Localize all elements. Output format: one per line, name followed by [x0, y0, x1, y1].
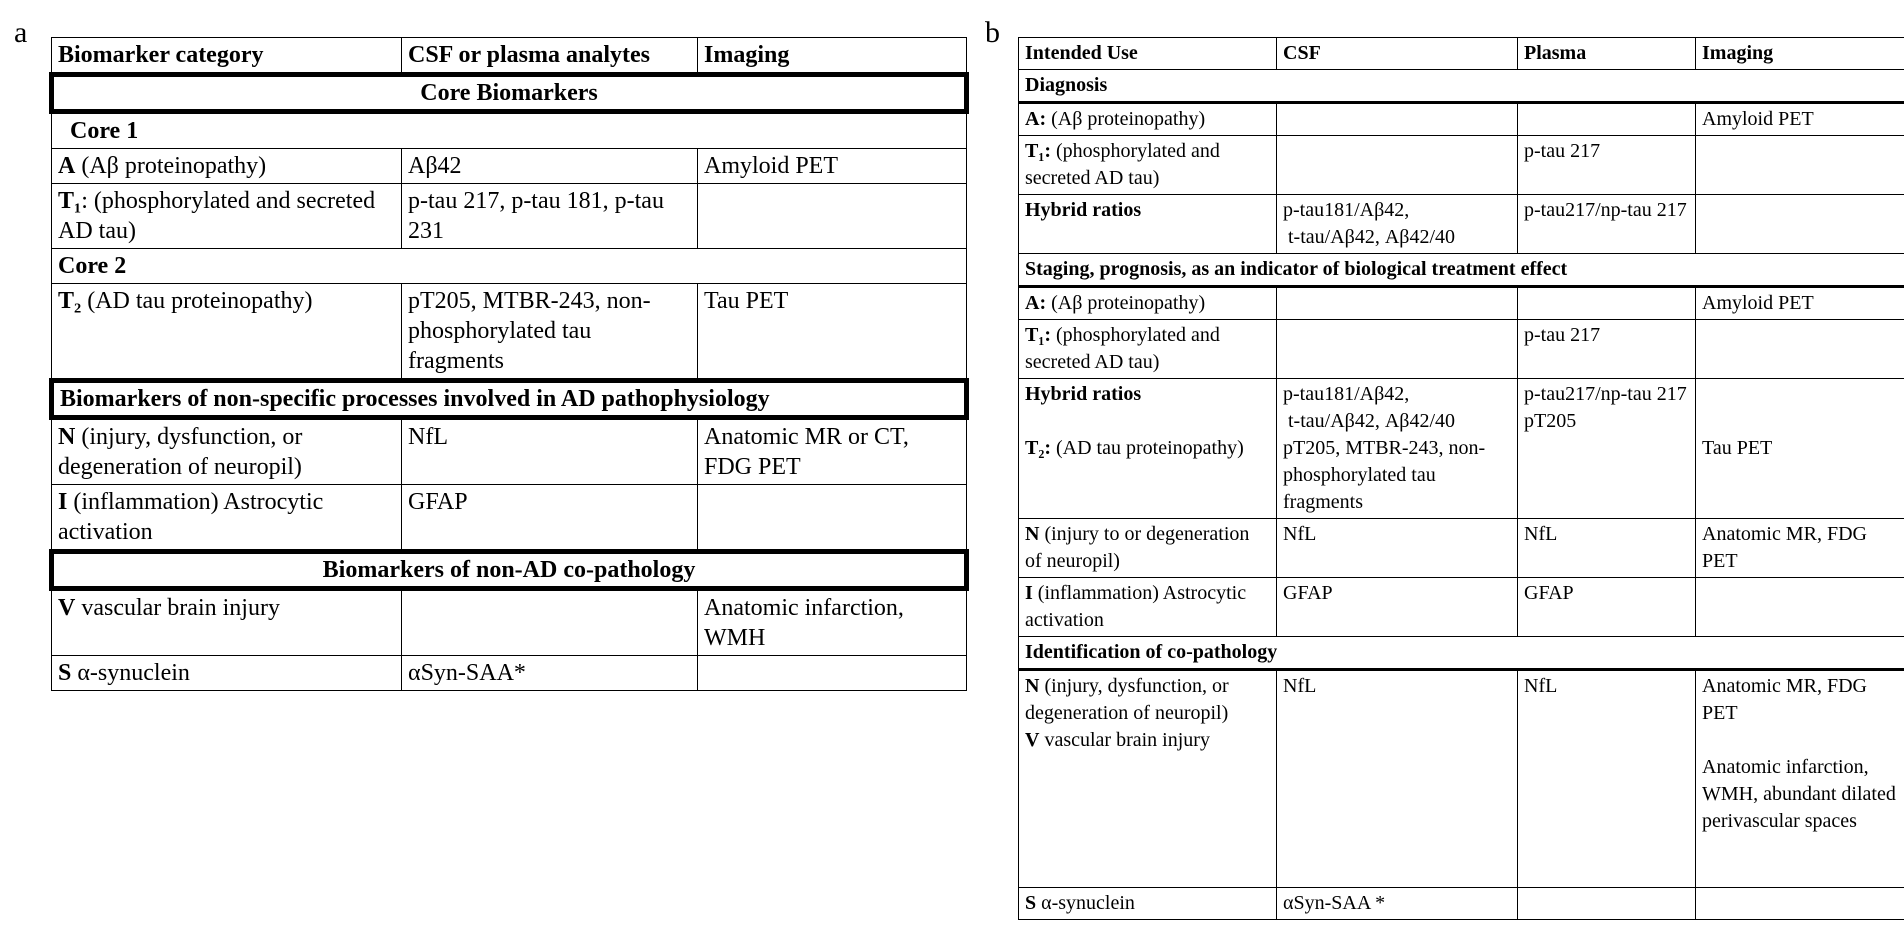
biomarker-category-table	[49, 37, 969, 691]
analyte-cell: p-tau 217, p-tau 181, p-tau 231	[402, 184, 698, 249]
table-row	[52, 184, 967, 249]
panel-label-b: b	[985, 16, 1000, 49]
category-cell: A (Aβ proteinopathy)	[52, 149, 402, 184]
table-row	[1019, 287, 1904, 320]
table-row	[1019, 379, 1904, 519]
header-biomarker-category: Biomarker category	[52, 38, 402, 75]
imaging-cell	[698, 485, 967, 552]
header-csf: CSF	[1277, 38, 1518, 70]
table-header-row	[52, 38, 967, 75]
analyte-cell: NfL	[402, 418, 698, 485]
plasma-cell: p-tau 217	[1518, 320, 1696, 379]
plasma-cell: p-tau217/np-tau 217 pT205	[1518, 379, 1696, 519]
csf-cell	[1277, 136, 1518, 195]
imaging-cell	[1696, 320, 1904, 379]
panel-label-a: a	[14, 16, 28, 49]
imaging-cell	[1696, 888, 1904, 920]
analyte-cell: αSyn-SAA*	[402, 656, 698, 691]
table-row	[1019, 888, 1904, 920]
header-intended-use: Intended Use	[1019, 38, 1277, 70]
table-row	[52, 418, 967, 485]
subsection-core-2: Core 2	[52, 249, 967, 284]
imaging-cell: Amyloid PET	[1696, 287, 1904, 320]
intended-use-cell: N (injury to or degeneration of neuropil)	[1019, 519, 1277, 578]
csf-cell: NfL	[1277, 519, 1518, 578]
imaging-cell: Tau PET	[1696, 379, 1904, 519]
table-row	[1019, 103, 1904, 136]
intended-use-cell: A: (Aβ proteinopathy)	[1019, 103, 1277, 136]
csf-cell: NfL	[1277, 670, 1518, 888]
imaging-cell	[1696, 578, 1904, 637]
intended-use-cell: S α-synuclein	[1019, 888, 1277, 920]
intended-use-cell: T₁: (phosphorylated and secreted AD tau)	[1019, 320, 1277, 379]
analyte-cell	[402, 589, 698, 656]
table-row	[52, 589, 967, 656]
analyte-cell: GFAP	[402, 485, 698, 552]
header-imaging: Imaging	[698, 38, 967, 75]
intended-use-cell: Hybrid ratios	[1019, 195, 1277, 254]
intended-use-cell: A: (Aβ proteinopathy)	[1019, 287, 1277, 320]
intended-use-cell: T₁: (phosphorylated and secreted AD tau)	[1019, 136, 1277, 195]
intended-use-cell: N (injury, dysfunction, or degeneration of neuropil) V vascular brain injury	[1019, 670, 1277, 888]
plasma-cell: GFAP	[1518, 578, 1696, 637]
plasma-cell: p-tau 217	[1518, 136, 1696, 195]
imaging-cell	[1696, 136, 1904, 195]
section-non-ad-copathology: Biomarkers of non-AD co-pathology	[52, 552, 967, 589]
table-row	[1019, 136, 1904, 195]
csf-cell	[1277, 287, 1518, 320]
imaging-cell: Tau PET	[698, 284, 967, 381]
imaging-cell: Anatomic infarction, WMH	[698, 589, 967, 656]
intended-use-table	[1018, 37, 1904, 920]
subsection-core-1: Core 1	[52, 112, 967, 149]
csf-cell	[1277, 320, 1518, 379]
table-row	[52, 656, 967, 691]
category-cell: N (injury, dysfunction, or degeneration of neuropil)	[52, 418, 402, 485]
imaging-cell: Amyloid PET	[1696, 103, 1904, 136]
csf-cell	[1277, 103, 1518, 136]
intended-use-cell: I (inflammation) Astrocytic activation	[1019, 578, 1277, 637]
header-imaging: Imaging	[1696, 38, 1904, 70]
section-diagnosis: Diagnosis	[1019, 70, 1904, 103]
plasma-cell	[1518, 287, 1696, 320]
plasma-cell	[1518, 888, 1696, 920]
csf-cell: p-tau181/Aβ42, t-tau/Aβ42, Aβ42/40	[1277, 195, 1518, 254]
category-cell: T₁: (phosphorylated and secreted AD tau)	[52, 184, 402, 249]
plasma-cell	[1518, 103, 1696, 136]
section-core-biomarkers: Core Biomarkers	[52, 75, 967, 112]
table-row	[1019, 195, 1904, 254]
section-staging-prognosis: Staging, prognosis, as an indicator of biological treatment effect	[1019, 254, 1904, 287]
table-row	[1019, 320, 1904, 379]
category-cell: V vascular brain injury	[52, 589, 402, 656]
plasma-cell: p-tau217/np-tau 217	[1518, 195, 1696, 254]
analyte-cell: Aβ42	[402, 149, 698, 184]
imaging-cell: Anatomic MR or CT, FDG PET	[698, 418, 967, 485]
intended-use-cell: Hybrid ratios T₂: (AD tau proteinopathy)	[1019, 379, 1277, 519]
csf-cell: GFAP	[1277, 578, 1518, 637]
csf-cell: αSyn-SAA *	[1277, 888, 1518, 920]
category-cell: I (inflammation) Astrocytic activation	[52, 485, 402, 552]
category-cell: T₂ (AD tau proteinopathy)	[52, 284, 402, 381]
table-header-row	[1019, 38, 1904, 70]
imaging-cell	[1696, 195, 1904, 254]
table-row	[52, 149, 967, 184]
section-identification-copathology: Identification of co-pathology	[1019, 637, 1904, 670]
plasma-cell: NfL	[1518, 670, 1696, 888]
header-plasma: Plasma	[1518, 38, 1696, 70]
table-row	[52, 485, 967, 552]
csf-cell: p-tau181/Aβ42, t-tau/Aβ42, Aβ42/40 pT205, MTBR-243, non-phosphorylated tau fragments	[1277, 379, 1518, 519]
analyte-cell: pT205, MTBR-243, non-phosphorylated tau fragments	[402, 284, 698, 381]
table-row	[52, 284, 967, 381]
section-non-specific: Biomarkers of non-specific processes involved in AD pathophysiology	[52, 381, 967, 418]
table-row	[1019, 670, 1904, 888]
imaging-cell	[698, 656, 967, 691]
plasma-cell: NfL	[1518, 519, 1696, 578]
category-cell: S α-synuclein	[52, 656, 402, 691]
table-row	[1019, 519, 1904, 578]
header-analytes: CSF or plasma analytes	[402, 38, 698, 75]
table-row	[1019, 578, 1904, 637]
imaging-cell: Anatomic MR, FDG PET Anatomic infarction, WMH, abundant dilated perivascular spaces	[1696, 670, 1904, 888]
imaging-cell	[698, 184, 967, 249]
imaging-cell: Amyloid PET	[698, 149, 967, 184]
imaging-cell: Anatomic MR, FDG PET	[1696, 519, 1904, 578]
